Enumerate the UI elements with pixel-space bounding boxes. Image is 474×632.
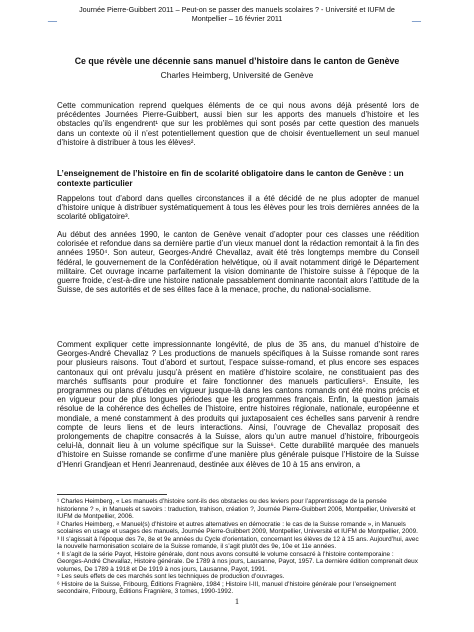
header-right-mark: __ (412, 13, 421, 22)
footnote-5: ⁵ Les seuls effets de ces marchés sont les techniques de production d’ouvrages. (57, 573, 285, 580)
section-heading: L’enseignement de l’histoire en fin de scolarité obligatoire dans le canton de Genève : un contexte particulier (57, 169, 404, 188)
page-number: 1 (234, 597, 240, 606)
header-line-2: Montpellier – 16 février 2011 (191, 13, 283, 23)
body-paragraph-2: Rappelons tout d’abord dans quelles circonstances il a été décidé de ne plus adopter de manuel d’histoire unique à distribuer systématiquement à tous les élèves pour les trois dernières années de la scolarité obligatoire³. (57, 194, 419, 222)
header-line-1: Journée Pierre-Guibbert 2011 – Peut-on se passer des manuels scolaires ? - Université et IUFM de (79, 5, 395, 14)
footnote-4: ⁴ Il s’agit de la série Payot, Histoire générale, dont nous avons consulté le volume consacré à l’histoire contemporaine : Georges-André Chevallaz, Histoire générale. De 1789 à nos jours, Lausanne, Payot, 1957. La dernière édition comprenait deux volumes, De 1789 à 1918 et De 1919 à nos jours, Lausanne, Payot, 1991. (57, 550, 418, 573)
header-left-mark: __ (48, 13, 57, 22)
footnote-divider (57, 494, 167, 495)
running-header (50, 6, 424, 23)
body-paragraph-3: Au début des années 1990, le canton de Genève venait d’adopter pour ces classes une réédition colorisée et refondue dans sa dernière partie d’un vieux manuel dont la rédaction remontait à la fin des années 1950⁴. Son auteur, Georges-André Chevallaz, avait été très longtemps membre du Conseil fédéral, le gouvernement de la Confédération helvétique, où il avait notamment dirigé le Département militaire. Cet ouvrage incarne parfaitement la vision dominante de l’histoire suisse à l’époque de la guerre froide, c’est-à-dire une histoire nationale passablement dominante racontait alors l’attitude de la Suisse, de ses autorités et de ses élites face à la menace, proche, du national-socialisme. (57, 230, 419, 295)
footnote-1: ¹ Charles Heimberg, « Les manuels d’histoire sont-ils des obstacles ou des leviers pour l’apprentissage de la pensée historienne ? », in Manuels et savoirs : traduction, trahison, création ?, Journée Pierre-Guibbert 2006, Montpellier, Université et IUFM de Montpellier, 2006. (57, 498, 416, 520)
footnotes (57, 498, 419, 596)
body-paragraph-4: Comment expliquer cette impressionnante longévité, de plus de 35 ans, du manuel d’histoire de Georges-André Chevallaz ? Les productions de manuels spécifiques à la Suisse romande sont rares pour plusieurs raisons. Tout d’abord et surtout, l’espace suisse-romand, et plus encore ses espaces cantonaux qui ont prévalu jusqu’à présent en matière d’histoire scolaire, ne constituaient pas des marchés suffisants pour produire et faire fonctionner des manuels particuliers⁵. Ensuite, les programmes ou plans d’études en vigueur jusque-là dans les cantons romands ont été moins précis et en vigueur pour de plus longues périodes que les programmes français. Enfin, la question jamais résolue de la cohérence des échelles de l’histoire, entre histoires régionale, nationale, européenne et mondiale, a mené constamment à des produits qui juxtaposaient ces échelles sans parvenir à rendre compte de leurs liens et de leurs interactions. Ainsi, l’ouvrage de Chevallaz proposait des prolongements de chapitre consacrés à la Suisse, alors qu’un autre manuel d’histoire, fribourgeois celui-là, donnait lieu à un volume spécifique sur la Suisse⁶. Cette durabilité marquée des manuels d’histoire en Suisse romande se confirme d’une manière plus générale puisque l’Histoire de la Suisse d’Henri Grandjean et Henri Jeanrenaud, destinée aux élèves de 10 à 15 ans environ, a (57, 340, 419, 469)
document-author: Charles Heimberg, Université de Genève (160, 70, 314, 80)
intro-paragraph: Cette communication reprend quelques éléments de ce qui nous avons déjà présenté lors de précédentes Journées Pierre-Guibbert, aussi bien sur les apports des manuels d’histoire et les obstacles qu’ils engendrent¹ que sur les problèmes qui sont posés par cette question des manuels dans un contexte où il n’est potentiellement question que de choisir éventuellement un seul manuel d’histoire à distribuer à tous les élèves². (57, 101, 419, 147)
footnote-3: ³ Il s’agissait à l’époque des 7e, 8e et 9e années du Cycle d’orientation, concernant les élèves de 12 à 15 ans. Aujourd’hui, avec la nouvelle harmonisation scolaire de la Suisse romande, il s’agit plutôt des 9e, 10e et 11e années. (57, 535, 419, 550)
footnote-6: ⁶ Histoire de la Suisse, Fribourg, Éditions Fragnière, 1984 ; Histoire I-III, manuel d’histoire générale pour l’enseignement secondaire, Fribourg, Éditions Fragnière, 3 tomes, 1990-1992. (57, 580, 397, 595)
document-title: Ce que révèle une décennie sans manuel d’histoire dans le canton de Genève (74, 56, 400, 66)
footnote-2: ² Charles Heimberg, « Manuel(s) d’histoire et autres alternatives en démocratie : le cas de la Suisse romande », in Manuels scolaires en usage et usages des manuels, Journée Pierre-Guibbert 2009, Montpellier, Université et IUFM de Montpellier, 2009. (57, 520, 418, 535)
